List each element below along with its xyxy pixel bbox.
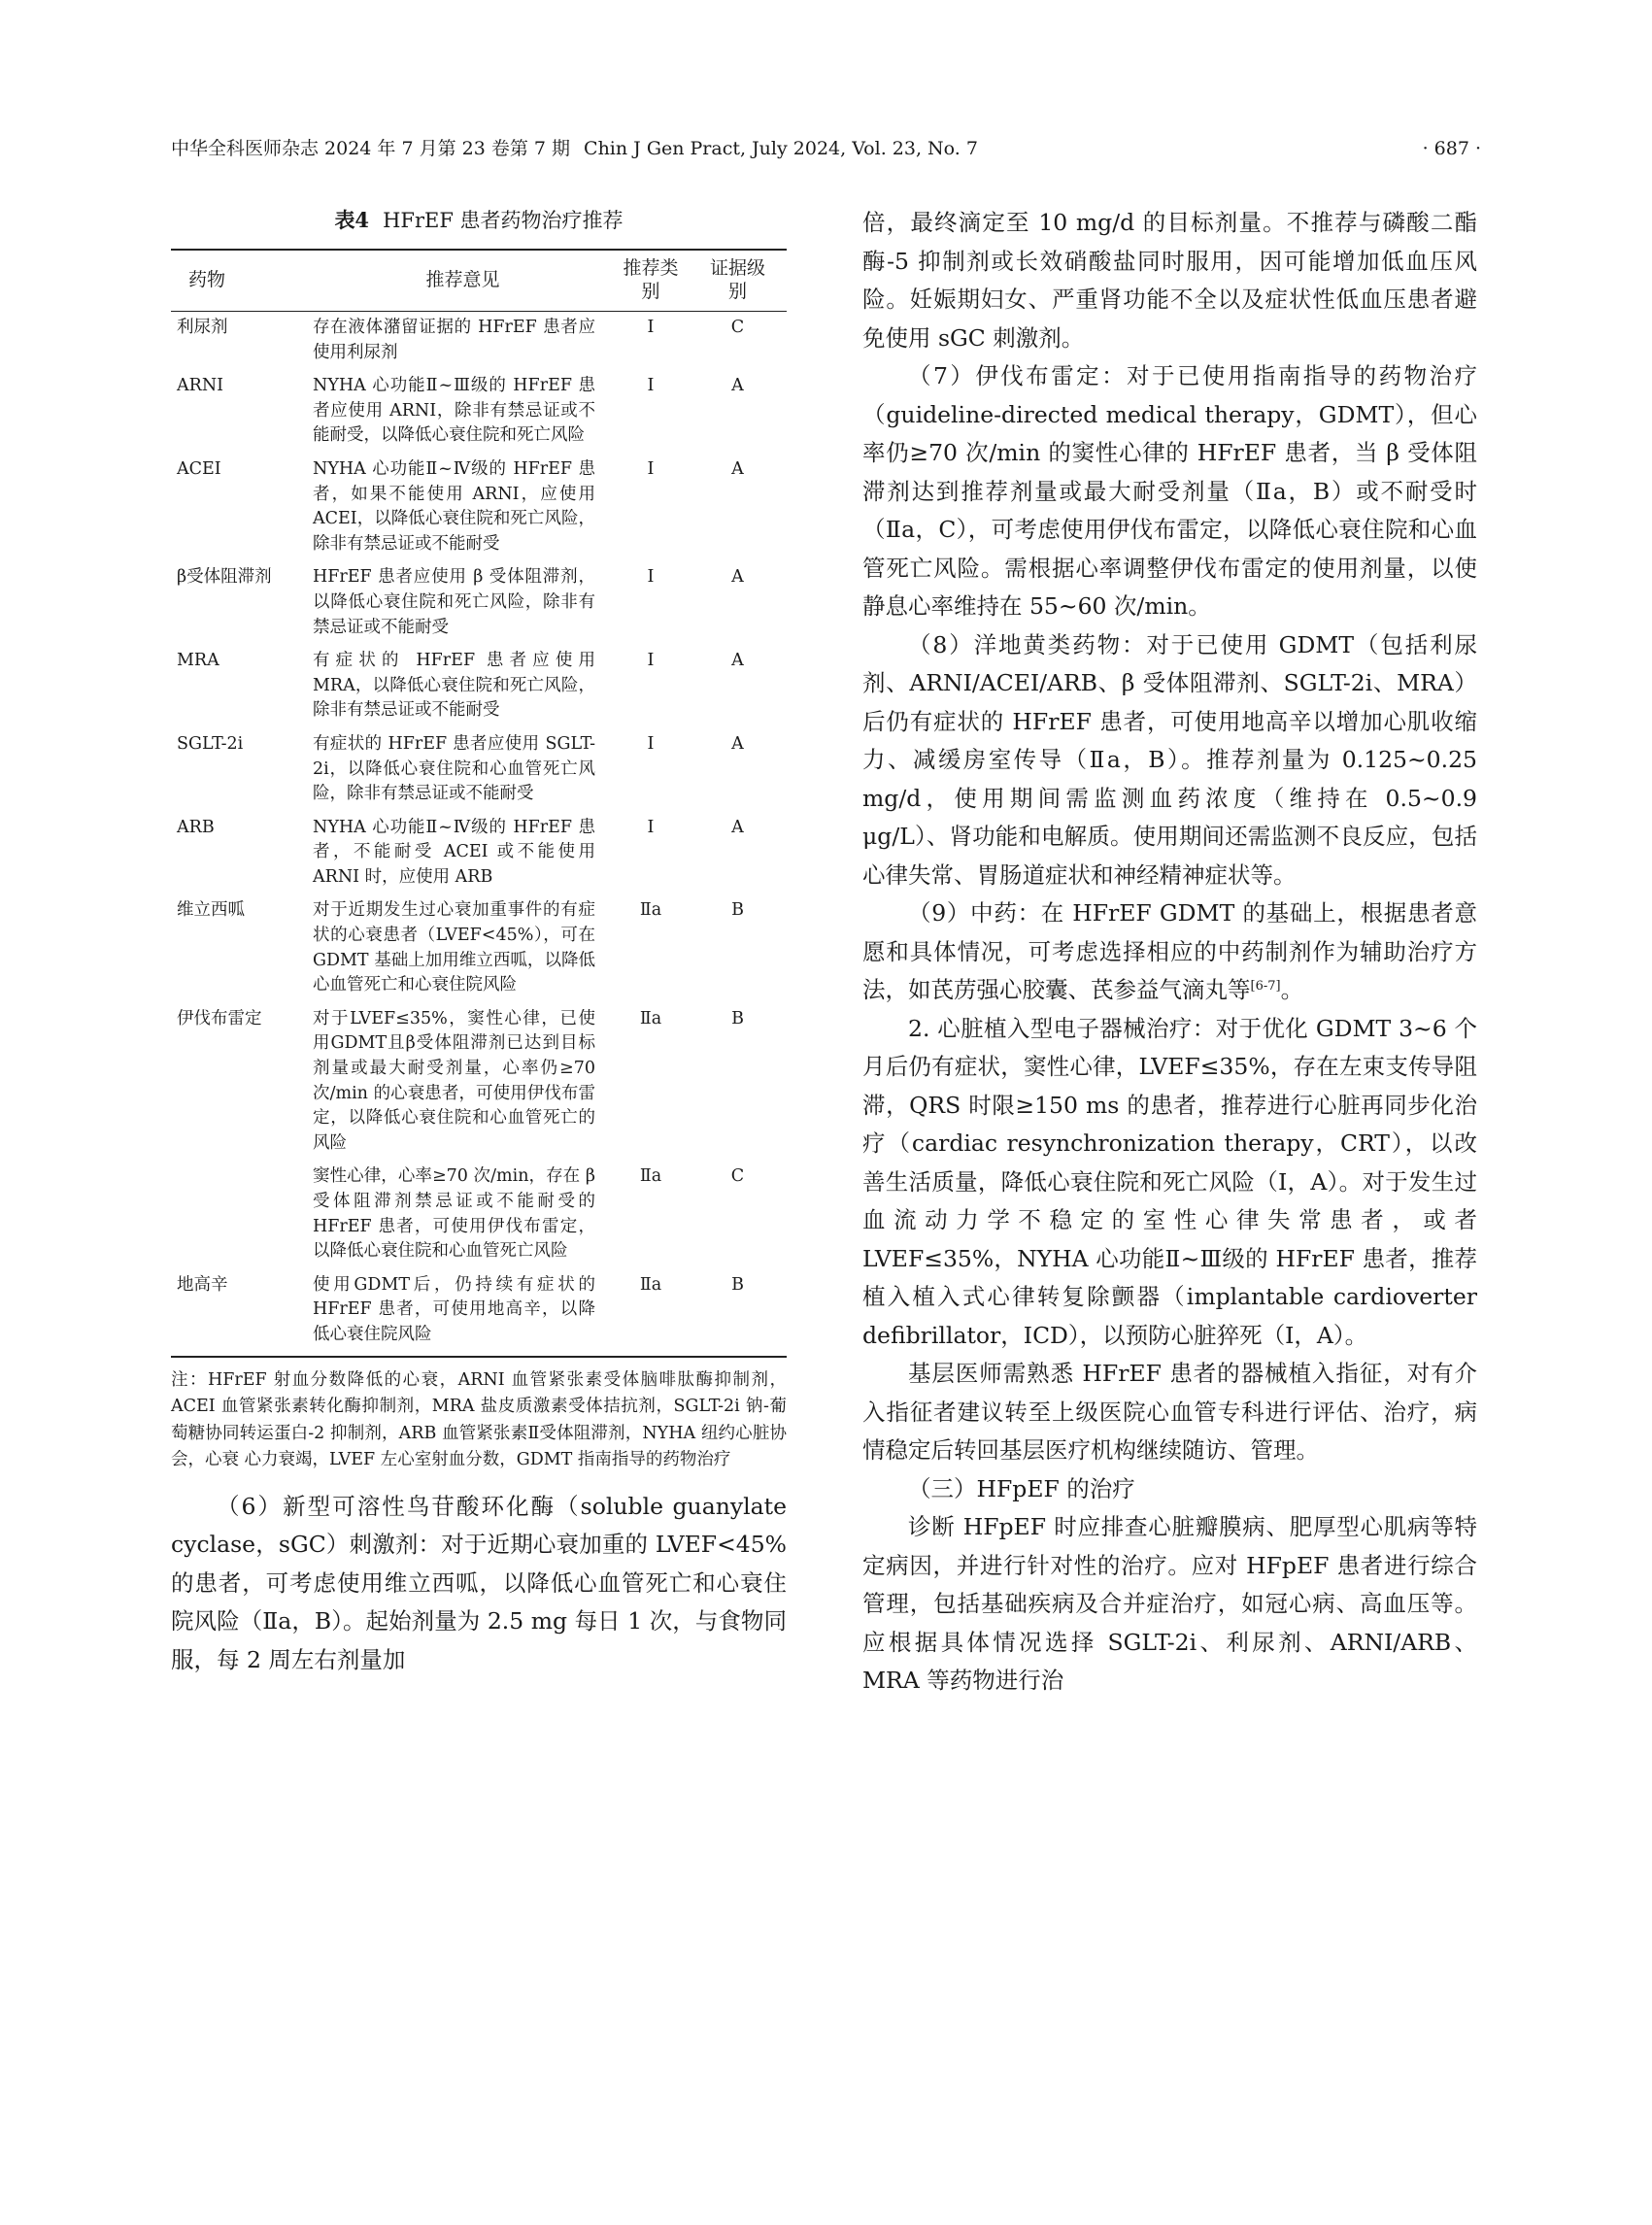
tcm-text: （9）中药：在 HFrEF GDMT 的基础上，根据患者意愿和具体情况，可考虑选择相应的中药制剂作为辅助治疗方法，如芪苈强心胶囊、芪参益气滴丸等 — [862, 899, 1477, 1003]
cell-rec-class: Ⅰ — [647, 567, 655, 588]
cell-rec-class: Ⅰ — [647, 817, 655, 837]
right-body-text — [862, 204, 1477, 1701]
cell-opinion: 有症状的 HFrEF 患者应使用 SGLT-2i，以降低心衰住院和心血管死亡风险，除非有禁忌证或不能耐受 — [313, 733, 595, 804]
paragraph-continued: 倍，最终滴定至 10 mg/d 的目标剂量。不推荐与磷酸二酯酶-5 抑制剂或长效硝酸盐同时服用，因可能增加低血压风险。妊娠期妇女、严重肾功能不全以及症状性低血压患者避免使用 sGC 刺激剂。 — [862, 209, 1477, 352]
cell-drug: SGLT-2i — [177, 733, 244, 754]
cell-rec-class: Ⅰ — [647, 376, 655, 396]
paragraph-tcm: （9）中药：在 HFrEF GDMT 的基础上，根据患者意愿和具体情况，可考虑选择相应的中药制剂作为辅助治疗方法，如芪苈强心胶囊、芪参益气滴丸等[6-7]。 — [862, 899, 1477, 1003]
page-number: · 687 · — [1422, 138, 1481, 159]
table-row — [171, 894, 787, 1002]
cell-opinion: 对于近期发生过心衰加重事件的有症状的心衰患者（LVEF<45%），可在 GDMT 基础上加用维立西呱，以降低心血管死亡和心衰住院风险 — [313, 900, 595, 995]
paragraph-ivabradine: （7）伊伐布雷定：对于已使用指南指导的药物治疗（guideline-directed medical therapy，GDMT），但心率仍≥70 次/min 的窦性心律的 HFrEF 患者，当 β 受体阻滞剂达到推荐剂量或最大耐受剂量（Ⅱa，B）或不耐受时（Ⅱa，C），可考虑使用伊伐布雷定，以降低心衰住院和心血管死亡风险。需根据心率调整伊伐布雷定的使用剂量，以使静息心率维持在 55~60 次/min。 — [862, 362, 1477, 620]
table-row — [171, 645, 787, 728]
cell-rec-class: Ⅱa — [639, 1166, 662, 1187]
cell-drug: ACEI — [177, 458, 221, 479]
cell-evidence-level: B — [689, 1269, 787, 1357]
cell-evidence-level: C — [730, 1166, 745, 1187]
running-header — [171, 134, 1481, 163]
cell-rec-class: Ⅰ — [647, 318, 655, 337]
cell-drug: MRA — [177, 651, 219, 671]
cell-opinion: NYHA 心功能Ⅱ~Ⅳ级的 HFrEF 患者，如果不能使用 ARNI，应使用 ACEI，以降低心衰住院和死亡风险，除非有禁忌证或不能耐受 — [313, 458, 595, 554]
cell-evidence-level: A — [731, 567, 744, 588]
table-row — [171, 1003, 787, 1162]
cell-opinion: NYHA 心功能Ⅱ~Ⅳ级的 HFrEF 患者，不能耐受 ACEI 或不能使用 ARNI 时，应使用 ARB — [313, 817, 595, 887]
cell-drug: β受体阻滞剂 — [177, 567, 272, 588]
table-row — [171, 370, 787, 454]
header-evidence-level: 证据级别 — [689, 250, 787, 312]
cell-evidence-level: B — [731, 900, 744, 921]
table-row — [171, 312, 787, 371]
paragraph-hfpef: 诊断 HFpEF 时应排查心脏瓣膜病、肥厚型心肌病等特定病因，并进行针对性的治疗。应对 HFpEF 患者进行综合管理，包括基础疾病及合并症治疗，如冠心病、高血压等。应根据具体情况选择 SGLT-2i、利尿剂、ARNI/ARB、MRA 等药物进行治 — [862, 1513, 1477, 1694]
cell-rec-class: Ⅰ — [647, 458, 655, 479]
cell-drug: 地高辛 — [171, 1269, 313, 1357]
cell-evidence-level: A — [731, 458, 744, 479]
cell-drug — [171, 1161, 313, 1268]
cell-evidence-level: A — [731, 376, 744, 396]
table-row — [171, 561, 787, 645]
journal-name-cn: 中华全科医师杂志 2024 年 7 月第 23 卷第 7 期 — [171, 138, 571, 159]
header-rec-class: 推荐类别 — [613, 250, 689, 312]
recommendation-table — [171, 249, 787, 1358]
right-column — [862, 204, 1477, 1701]
cell-drug: ARB — [177, 817, 215, 837]
left-column — [171, 204, 787, 1679]
paragraph-sgc-stimulator: （6）新型可溶性鸟苷酸环化酶（soluble guanylate cyclase，sGC）刺激剂：对于近期心衰加重的 LVEF<45% 的患者，可考虑使用维立西呱，以降低心血管死亡和心衰住院风险（Ⅱa，B）。起始剂量为 2.5 mg 每日 1 次，与食物同服，每 2 周左右剂量加 — [171, 1492, 787, 1673]
section-heading-hfpef: （三）HFpEF 的治疗 — [908, 1474, 1135, 1502]
table-title: HFrEF 患者药物治疗推荐 — [383, 209, 624, 232]
cell-rec-class: Ⅱa — [639, 900, 662, 921]
cell-rec-class: Ⅰ — [647, 733, 655, 754]
cell-opinion: 窦性心律，心率≥70 次/min，存在 β 受体阻滞剂禁忌证或不能耐受的 HFrEF 患者，可使用伊伐布雷定，以降低心衰住院和心血管死亡风险 — [313, 1166, 595, 1262]
cell-evidence-level: C — [730, 318, 745, 337]
paragraph-primary-care: 基层医师需熟悉 HFrEF 患者的器械植入指征，对有介入指征者建议转至上级医院心血管专科进行评估、治疗，病情稳定后转回基层医疗机构继续随访、管理。 — [862, 1360, 1477, 1464]
cell-opinion: 对于LVEF≤35%，窦性心律，已使用GDMT且β受体阻滞剂已达到目标剂量或最大耐受剂量，心率仍≥70 次/min 的心衰患者，可使用伊伐布雷定，以降低心衰住院和心血管死亡的风险 — [313, 1008, 595, 1153]
cell-drug: ARNI — [177, 376, 224, 396]
table-caption — [171, 204, 787, 237]
cell-evidence-level: B — [731, 1008, 744, 1028]
cell-rec-class: Ⅱa — [639, 1008, 662, 1028]
table-row — [171, 728, 787, 812]
cell-opinion: 存在液体潴留证据的 HFrEF 患者应使用利尿剂 — [313, 318, 595, 362]
cell-drug: 伊伐布雷定 — [177, 1008, 262, 1028]
journal-citation — [171, 134, 978, 163]
table-row — [171, 454, 787, 561]
citation-ref[interactable]: [6-7] — [1250, 979, 1281, 994]
journal-name-en: Chin J Gen Pract, July 2024, Vol. 23, No. 7 — [584, 138, 978, 159]
cell-opinion: 有症状的 HFrEF 患者应使用 MRA，以降低心衰住院和死亡风险，除非有禁忌证或不能耐受 — [313, 651, 595, 721]
cell-rec-class: Ⅰ — [647, 651, 655, 671]
table-number: 表4 — [334, 208, 370, 232]
cell-opinion: 使用GDMT后，仍持续有症状的 HFrEF 患者，可使用地高辛，以降低心衰住院风险 — [313, 1269, 613, 1357]
header-opinion: 推荐意见 — [313, 250, 613, 312]
table-row — [171, 1269, 787, 1357]
table-row — [171, 812, 787, 895]
table-row — [171, 1161, 787, 1268]
left-body-text — [171, 1488, 787, 1680]
cell-rec-class: Ⅱa — [613, 1269, 689, 1357]
cell-evidence-level: A — [731, 733, 744, 754]
paragraph-device-therapy: 2. 心脏植入型电子器械治疗：对于优化 GDMT 3~6 个月后仍有症状，窦性心律，LVEF≤35%，存在左束支传导阻滞，QRS 时限≥150 ms 的患者，推荐进行心脏再同步化治疗（cardiac resynchronization therapy，CRT），以改善生活质量，降低心衰住院和死亡风险（Ⅰ，A）。对于发生过血流动力学不稳定的室性心律失常患者，或者 LVEF≤35%，NYHA 心功能Ⅱ~Ⅲ级的 HFrEF 患者，推荐植入植入式心律转复除颤器（implantable cardioverter defibrillator，ICD），以预防心脏猝死（Ⅰ，A）。 — [862, 1014, 1477, 1349]
paragraph-digitalis: （8）洋地黄类药物：对于已使用 GDMT（包括利尿剂、ARNI/ACEI/ARB、β 受体阻滞剂、SGLT-2i、MRA）后仍有症状的 HFrEF 患者，可使用地高辛以增加心肌收缩力、减缓房室传导（Ⅱa，B）。推荐剂量为 0.125~0.25 mg/d，使用期间需监测血药浓度（维持在 0.5~0.9 μg/L）、肾功能和电解质。使用期间还需监测不良反应，包括心律失常、胃肠道症状和神经精神症状等。 — [862, 630, 1477, 889]
cell-drug: 利尿剂 — [177, 318, 228, 337]
cell-drug: 维立西呱 — [177, 900, 245, 921]
table-header-row — [171, 250, 787, 312]
cell-opinion: NYHA 心功能Ⅱ~Ⅲ级的 HFrEF 患者应使用 ARNI，除非有禁忌证或不能耐受，以降低心衰住院和死亡风险 — [313, 376, 595, 446]
cell-opinion: HFrEF 患者应使用 β 受体阻滞剂，以降低心衰住院和死亡风险，除非有禁忌证或不能耐受 — [313, 567, 595, 637]
cell-evidence-level: A — [731, 651, 744, 671]
table-footnote: 注：HFrEF 射血分数降低的心衰，ARNI 血管紧张素受体脑啡肽酶抑制剂，ACEI 血管紧张素转化酶抑制剂，MRA 盐皮质激素受体拮抗剂，SGLT-2i 钠-葡萄糖协同转运蛋白-2 抑制剂，ARB 血管紧张素Ⅱ受体阻滞剂，NYHA 纽约心脏协会，心衰 心力衰竭，LVEF 左心室射血分数，GDMT 指南指导的药物治疗 — [171, 1369, 787, 1470]
header-drug: 药物 — [171, 250, 313, 312]
cell-evidence-level: A — [731, 817, 744, 837]
